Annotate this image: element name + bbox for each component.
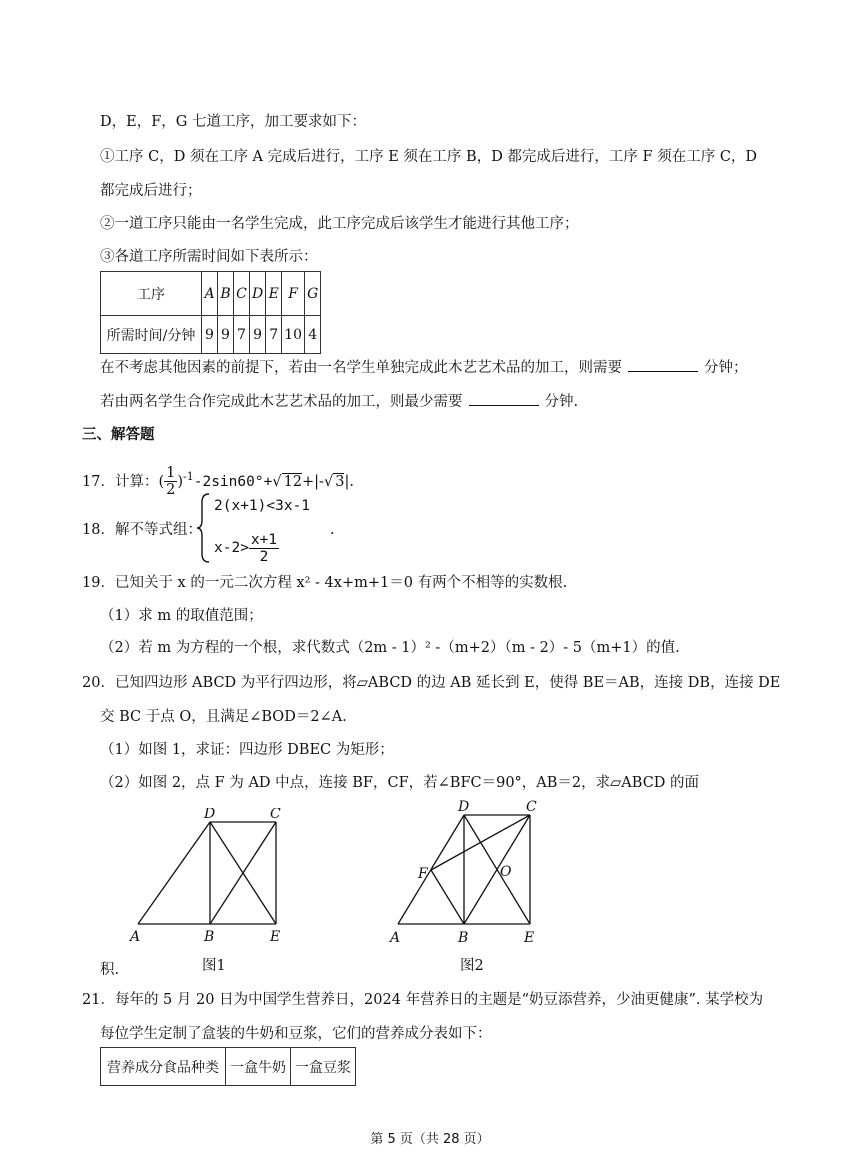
point-f: F bbox=[418, 866, 428, 882]
figure-2 bbox=[384, 798, 554, 950]
answer-blank-1[interactable] bbox=[628, 357, 698, 372]
point-a: A bbox=[390, 930, 401, 946]
q20-tail: 积. bbox=[100, 962, 120, 978]
q16-cond1-a: ①工序 bbox=[100, 149, 149, 165]
edge-fb bbox=[431, 870, 464, 924]
q17-paren: ) bbox=[177, 473, 184, 490]
q21-nutrition-table bbox=[100, 1047, 356, 1086]
answer-blank-2[interactable] bbox=[469, 391, 539, 406]
table-header-cell: 营养成分食品种类 bbox=[101, 1048, 226, 1086]
table-header-cell: E bbox=[266, 272, 282, 316]
table-cell: 9 bbox=[202, 316, 218, 354]
q20-stem-1: 20．已知四边形 ABCD 为平行四边形，将▱ABCD 的边 AB 延长到 E，使得 BE＝AB，连接 DB，连接 DE bbox=[82, 675, 781, 691]
table-header-cell: G bbox=[305, 272, 321, 316]
point-c: C bbox=[270, 808, 281, 822]
sqrt-3: 3 bbox=[335, 473, 345, 490]
q16-ask1-text: 在不考虑其他因素的前提下，若由一名学生单独完成此木艺艺术品的加工，则需要 bbox=[100, 360, 622, 376]
table-header-cell: A bbox=[202, 272, 218, 316]
q16-condition-1 bbox=[100, 147, 757, 167]
q18-inequality-2 bbox=[214, 530, 279, 566]
q16-condition-3: ③各道工序所需时间如下表所示： bbox=[100, 249, 318, 265]
table-header-cell: 一盒牛奶 bbox=[226, 1048, 291, 1086]
table-header-cell: B bbox=[218, 272, 234, 316]
q16-line1: D，E，F，G 七道工序，加工要求如下： bbox=[100, 114, 366, 130]
q17-prefix: 17．计算：( bbox=[82, 473, 165, 490]
q18-inequality-1: 2(x+1)<3x-1 bbox=[214, 498, 311, 514]
table-header-label: 工序 bbox=[101, 272, 202, 316]
q20-part-2: （2）如图 2，点 F 为 AD 中点，连接 BF，CF，若∠BFC＝90°，AB＝2，求▱ABCD 的面 bbox=[100, 775, 700, 791]
q17: 17．计算：( $\frac{1}{2}$ )$^{-1}$-2sin60°+√ 12+|-√ 3|. bbox=[82, 465, 354, 499]
q20-stem-2: 交 BC 于点 O，且满足∠BOD＝2∠A. bbox=[100, 709, 347, 725]
q16-time-table bbox=[100, 271, 321, 354]
section-title: 三、解答题 bbox=[82, 427, 155, 443]
q16-ask-1 bbox=[100, 357, 748, 378]
table-cell: 9 bbox=[250, 316, 266, 354]
q21-stem-1: 21．每年的 5 月 20 日为中国学生营养日，2024 年营养日的主题是“奶豆添营养，少油更健康”. 某学校为 bbox=[82, 992, 764, 1008]
q16-ask1-unit: 分钟； bbox=[704, 360, 748, 376]
sqrt-12: 12 bbox=[283, 473, 303, 490]
point-e: E bbox=[270, 929, 281, 945]
figure-2-caption: 图2 bbox=[460, 958, 484, 974]
q16-ask-2 bbox=[100, 391, 578, 412]
table-header-cell: D bbox=[250, 272, 266, 316]
point-d: D bbox=[204, 808, 216, 822]
point-o: O bbox=[500, 864, 512, 880]
edge-fc bbox=[431, 815, 530, 870]
q17-trig: -2sin60°+ bbox=[193, 473, 273, 490]
table-cell: 7 bbox=[266, 316, 282, 354]
q16-condition-1-end: 都完成后进行； bbox=[100, 183, 202, 199]
q19-part-1: （1）求 m 的取值范围； bbox=[100, 608, 263, 624]
q19-stem: 19．已知关于 x 的一元二次方程 x² - 4x+m+1＝0 有两个不相等的实数根. bbox=[82, 575, 568, 591]
q16-cond1-b: C，D 须在工序 A 完成后进行，工序 E 须在工序 B，D 都完成后进行，工序 F 须在工序 C，D bbox=[148, 149, 758, 165]
table-cell: 4 bbox=[305, 316, 321, 354]
brace-icon bbox=[196, 492, 212, 564]
q16-condition-2: ②一道工序只能由一名学生完成，此工序完成后该学生才能进行其他工序； bbox=[100, 216, 579, 232]
figure-1 bbox=[120, 808, 300, 948]
q18-ineq2-left: x-2> bbox=[214, 540, 249, 556]
q17-abs-open: +|- bbox=[302, 473, 324, 490]
q16-ask2-text: 若由两名学生合作完成此木艺艺术品的加工，则最少需要 bbox=[100, 394, 463, 410]
figure-1-caption: 图1 bbox=[202, 958, 226, 974]
point-e: E bbox=[524, 930, 535, 946]
table-cell: 10 bbox=[282, 316, 305, 354]
table-header-cell: C bbox=[234, 272, 250, 316]
fraction-numerator: 1 bbox=[166, 465, 176, 482]
fraction-numerator: x+1 bbox=[250, 531, 278, 548]
q17-abs-close: |. bbox=[344, 473, 354, 490]
fraction-denominator: 2 bbox=[166, 482, 176, 499]
q18-suffix: . bbox=[330, 522, 335, 538]
point-b: B bbox=[458, 930, 469, 946]
q16-ask2-unit: 分钟. bbox=[544, 394, 579, 410]
table-cell: 9 bbox=[218, 316, 234, 354]
table-header-cell: 一盒豆浆 bbox=[291, 1048, 356, 1086]
edge-ad bbox=[138, 822, 210, 924]
table-row-label: 所需时间/分钟 bbox=[101, 316, 202, 354]
page-number: 第 5 页（共 28 页） bbox=[370, 1132, 490, 1147]
table-header-cell: F bbox=[282, 272, 305, 316]
table-cell: 7 bbox=[234, 316, 250, 354]
point-a: A bbox=[130, 929, 141, 945]
q19-part-2: （2）若 m 为方程的一个根，求代数式（2m - 1）² -（m+2）（m - 2）- 5（m+1）的值. bbox=[100, 640, 680, 656]
q20-part-1: （1）如图 1，求证：四边形 DBEC 为矩形； bbox=[100, 742, 394, 758]
q21-stem-2: 每位学生定制了盒装的牛奶和豆浆，它们的营养成分表如下： bbox=[100, 1026, 492, 1042]
point-d: D bbox=[458, 799, 470, 815]
q18-prefix: 18．解不等式组： bbox=[82, 522, 202, 538]
q17-exponent: -1 bbox=[183, 470, 194, 483]
point-c: C bbox=[526, 799, 537, 815]
point-b: B bbox=[204, 929, 215, 945]
q17-fraction bbox=[164, 465, 177, 498]
fraction-denominator: 2 bbox=[259, 548, 269, 565]
q18-fraction bbox=[249, 532, 279, 565]
